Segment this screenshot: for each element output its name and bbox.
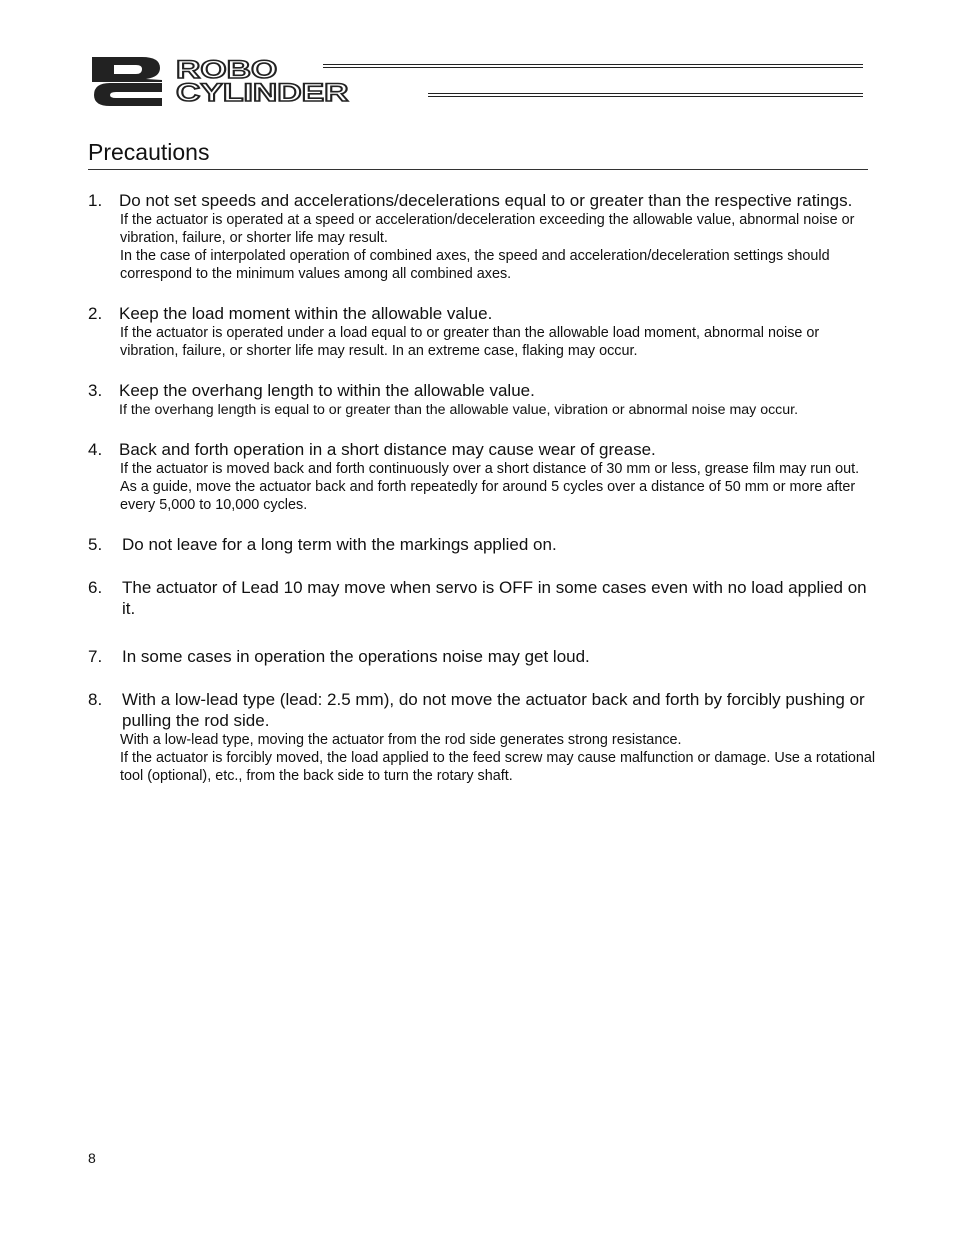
item-note: In the case of interpolated operation of combined axes, the speed and acceleration/deceleration settings should correspond to the minimum values among all combined axes. bbox=[120, 248, 830, 282]
item-number: 2. bbox=[88, 304, 103, 323]
item-number: 4. bbox=[88, 440, 103, 459]
item-note: With a low-lead type, moving the actuator from the rod side generates strong resistance. bbox=[120, 732, 682, 748]
item-heading: With a low-lead type (lead: 2.5 mm), do not move the actuator back and forth by forcibly pushing or pulling the rod side. bbox=[122, 690, 865, 730]
brand-logo bbox=[90, 55, 870, 110]
item-heading: Do not set speeds and accelerations/decelerations equal to or greater than the respective ratings. bbox=[119, 191, 853, 210]
item-note: If the actuator is operated at a speed or acceleration/deceleration exceeding the allowable value, abnormal noise or vibration, failure, or shorter life may result. bbox=[120, 212, 855, 246]
page-number: 8 bbox=[88, 1150, 96, 1166]
item-heading: Keep the load moment within the allowable value. bbox=[119, 304, 493, 323]
item-heading: Do not leave for a long term with the markings applied on. bbox=[122, 535, 557, 554]
item-number: 6. bbox=[88, 578, 103, 597]
item-number: 5. bbox=[88, 535, 103, 554]
item-note: If the actuator is forcibly moved, the load applied to the feed screw may cause malfunction or damage. Use a rotational tool (optional), etc., from the back side to turn the rotary shaft. bbox=[120, 750, 876, 784]
list-item bbox=[88, 439, 878, 514]
item-heading: Keep the overhang length to within the allowable value. bbox=[119, 381, 535, 400]
header-rule-top bbox=[323, 64, 863, 68]
item-number: 1. bbox=[88, 191, 103, 210]
header-rule-bottom bbox=[428, 93, 863, 97]
list-item bbox=[88, 646, 878, 667]
brand-robo: ROBO bbox=[176, 56, 278, 84]
rc-logo-icon bbox=[90, 55, 166, 107]
list-item bbox=[88, 534, 878, 555]
item-heading: Back and forth operation in a short distance may cause wear of grease. bbox=[119, 440, 656, 459]
item-note: If the actuator is operated under a load equal to or greater than the allowable load moment, abnormal noise or vibration, failure, or shorter life may result. In an extreme case, flaking may occur. bbox=[120, 325, 820, 359]
item-number: 3. bbox=[88, 381, 103, 400]
item-heading: The actuator of Lead 10 may move when servo is OFF in some cases even with no load applied on it. bbox=[122, 578, 867, 618]
item-number: 8. bbox=[88, 690, 103, 709]
item-note: If the actuator is moved back and forth continuously over a short distance of 30 mm or less, grease film may run out. As a guide, move the actuator back and forth repeatedly for around 5 cycles over a distance of 50 mm or more after every 5,000 to 10,000 cycles. bbox=[120, 461, 860, 513]
list-item bbox=[88, 303, 878, 360]
item-heading: In some cases in operation the operations noise may get loud. bbox=[122, 647, 590, 666]
list-item bbox=[88, 380, 878, 419]
list-item bbox=[88, 689, 878, 785]
precautions-list bbox=[88, 190, 878, 785]
page-title: Precautions bbox=[88, 138, 868, 170]
list-item bbox=[88, 577, 878, 619]
item-note: If the overhang length is equal to or greater than the allowable value, vibration or abnormal noise may occur. bbox=[119, 402, 799, 418]
list-item bbox=[88, 190, 878, 283]
item-number: 7. bbox=[88, 647, 103, 666]
brand-cylinder: CYLINDER bbox=[176, 79, 349, 107]
